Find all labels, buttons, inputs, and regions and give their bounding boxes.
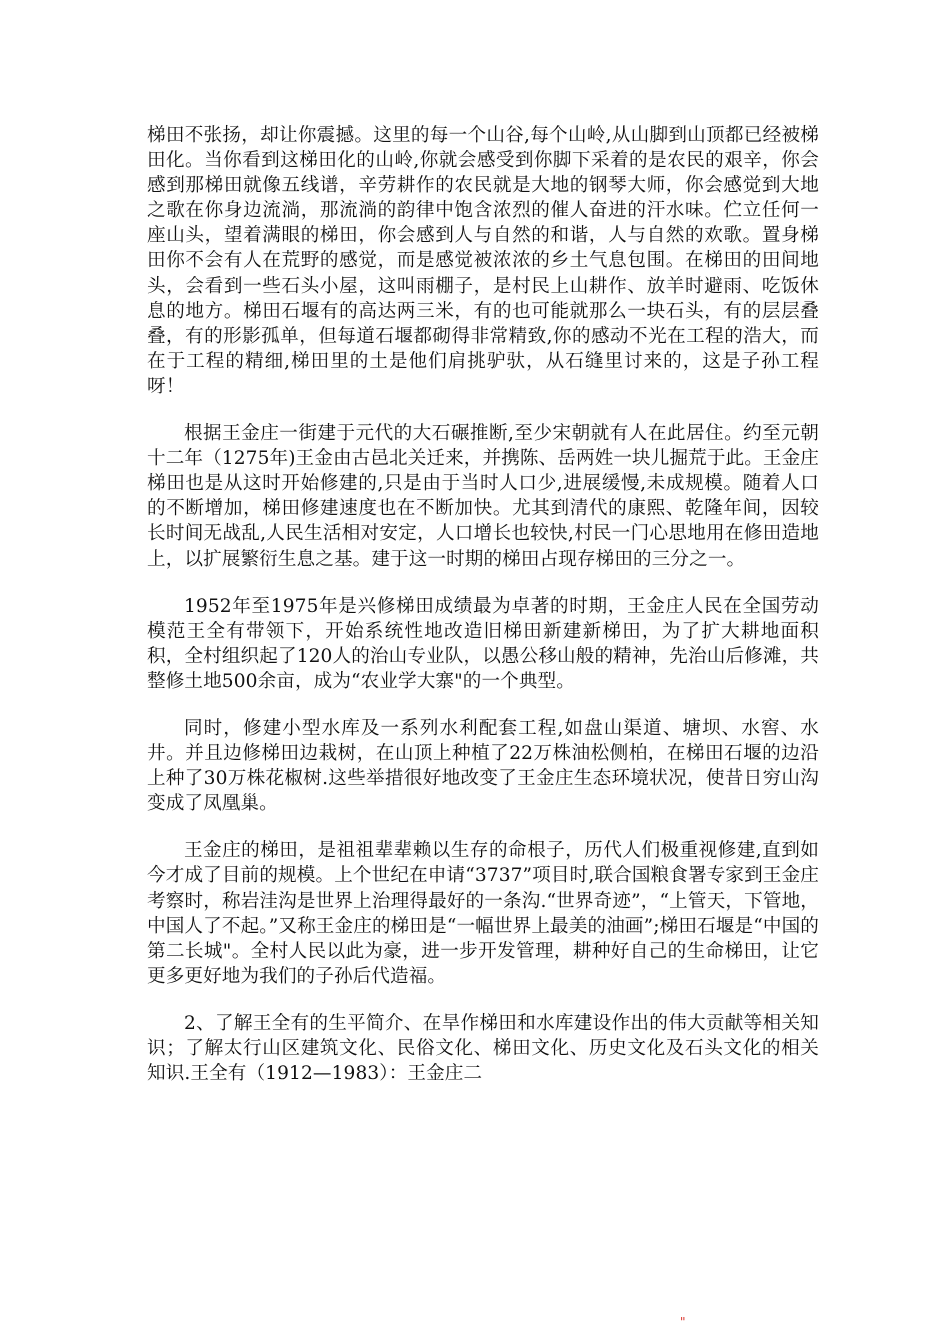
footer-mark: " — [680, 1315, 686, 1329]
paragraph-4: 同时，修建小型水库及一系列水利配套工程,如盘山渠道、塘坝、水窖、水井。并且边修梯田边栽树，在山顶上种植了22万株油松侧柏，在梯田石堰的边沿上种了30万株花椒树.这些举措很好地改变了王金庄生态环境状况，使昔日穷山沟变成了凤凰巢。 — [147, 717, 819, 815]
paragraph-3: 1952年至1975年是兴修梯田成绩最为卓著的时期，王金庄人民在全国劳动模范王全有带领下，开始系统性地改造旧梯田新建新梯田，为了扩大耕地面积积，全村组织起了120人的治山专业队，以愚公移山般的精神，先治山后修滩，共整修土地500余亩，成为“农业学大寨"的一个典型。 — [147, 595, 819, 692]
paragraph-5: 王金庄的梯田，是祖祖辈辈赖以生存的命根子，历代人们极重视修建,直到如今才成了目前的规模。上个世纪在申请“3737”项目时,联合国粮食署专家到王金庄考察时，称岩洼沟是世界上治理得最好的一条沟.“世界奇迹”，“上管天，下管地，中国人了不起。”又称王金庄的梯田是“一幅世界上最美的油画”;梯田石堰是“中国的第二长城"。全村人民以此为豪，进一步开发管理，耕种好自己的生命梯田，让它更多更好地为我们的子孙后代造福。 — [147, 840, 819, 987]
document-body — [147, 123, 819, 1086]
paragraph-1: 梯田不张扬，却让你震撼。这里的每一个山谷,每个山岭,从山脚到山顶都已经被梯田化。当你看到这梯田化的山岭,你就会感受到你脚下采着的是农民的艰辛，你会感到那梯田就像五线谱，辛劳耕作的农民就是大地的钢琴大师，你会感觉到大地之歌在你身边流淌，那流淌的韵律中饱含浓烈的催人奋进的汗水味。伫立任何一座山头，望着满眼的梯田，你会感到人与自然的和谐，人与自然的欢歌。置身梯田你不会有人在荒野的感觉，而是感觉被浓浓的乡土气息包围。在梯田的田间地头，会看到一些石头小屋，这叫雨棚子，是村民上山耕作、放羊时避雨、吃饭休息的地方。梯田石堰有的高达两三米，有的也可能就那么一块石头，有的层层叠叠，有的形影孤单，但每道石堰都砌得非常精致,你的感动不光在工程的浩大，而在于工程的精细,梯田里的土是他们肩挑驴驮，从石缝里讨来的，这是子孙工程呀！ — [147, 125, 819, 397]
paragraph-6: 2、了解王全有的生平简介、在旱作梯田和水库建设作出的伟大贡献等相关知识；了解太行山区建筑文化、民俗文化、梯田文化、历史文化及石头文化的相关知识.王全有（1912—1983）：王金庄二 — [147, 1012, 819, 1085]
paragraph-2: 根据王金庄一街建于元代的大石碾推断,至少宋朝就有人在此居住。约至元朝十二年（1275年)王金由古邑北关迁来，并携陈、岳两姓一块儿掘荒于此。王金庄梯田也是从这时开始修建的,只是由于当时人口少,进展缓慢,未成规模。随着人口的不断增加，梯田修建速度也在不断加快。尤其到清代的康熙、乾隆年间，因较长时间无战乱,人民生活相对安定，人口增长也较快,村民一门心思地用在修田造地上，以扩展繁衍生息之基。建于这一时期的梯田占现存梯田的三分之一。 — [147, 423, 819, 570]
